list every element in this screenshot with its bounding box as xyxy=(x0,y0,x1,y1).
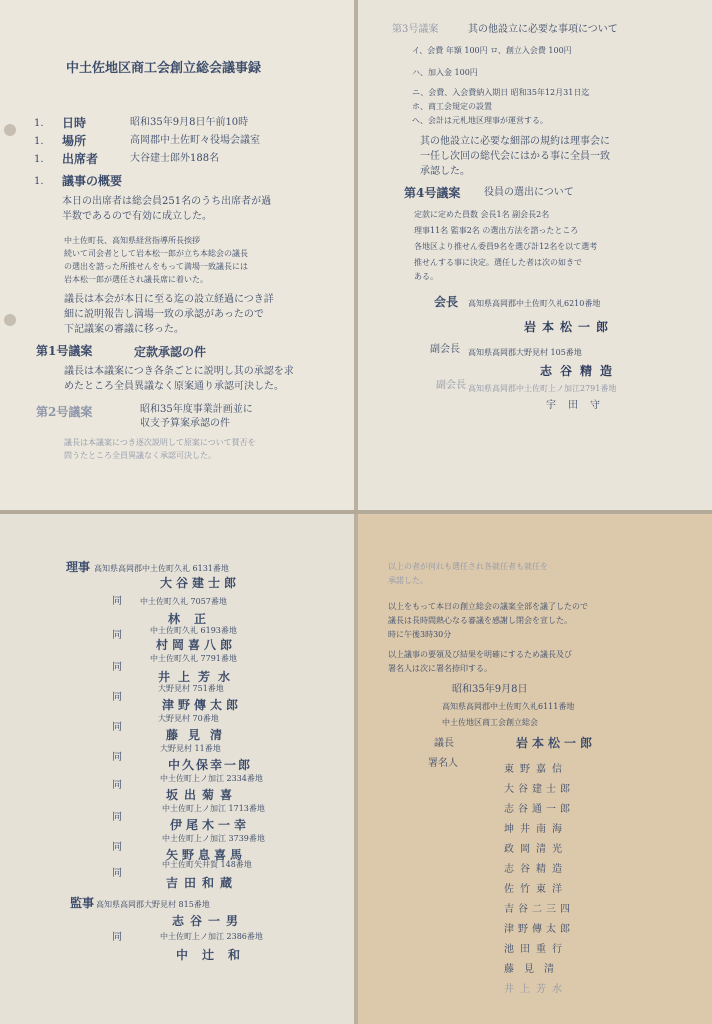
director-mark: 同 xyxy=(112,868,122,879)
item-number: 1. xyxy=(34,118,44,129)
vice-president-address: 高知県高岡郡大野見村 105番地 xyxy=(468,348,582,357)
paragraph-line: 議長は長時間熱心なる審議を感謝し閉会を宣した。 xyxy=(388,616,572,625)
director-mark: 同 xyxy=(112,662,122,673)
paragraph-line: 署名人は次に署名捺印する。 xyxy=(388,664,492,673)
agenda-3-item: へ、会計は元札地区理事が運営する。 xyxy=(412,116,548,125)
director-address: 大野見村 11番地 xyxy=(160,744,221,753)
signing-date: 昭和35年9月8日 xyxy=(452,684,528,695)
signer-name: 東野嘉信 xyxy=(504,764,568,775)
directors-role: 理事 xyxy=(66,560,91,574)
signer-name: 藤見清 xyxy=(504,964,564,975)
paragraph-line: 岩本松一郎が選任され議長席に着いた。 xyxy=(64,275,208,284)
signer-name: 政岡清光 xyxy=(504,844,568,855)
agenda-2-title: 昭和35年度事業計画並に xyxy=(140,404,253,415)
director-mark: 同 xyxy=(112,780,122,791)
director-name: 村岡喜八郎 xyxy=(156,638,237,652)
director-mark: 同 xyxy=(112,596,122,607)
director-mark: 同 xyxy=(112,842,122,853)
vice-president-address: 高知県高岡郡中土佐町上ノ加江2791番地 xyxy=(468,384,617,393)
signer-name: 志谷通一郎 xyxy=(504,804,574,815)
signer-name: 坤井南海 xyxy=(504,824,568,835)
chair-name: 岩本松一郎 xyxy=(516,736,597,750)
agenda-3-title: 其の他設立に必要な事項について xyxy=(468,24,618,35)
director-address: 大野見村 70番地 xyxy=(158,714,219,723)
director-name: 坂出菊喜 xyxy=(166,788,239,802)
agenda-3-item: ニ、会費、入会費納入期日 昭和35年12月31日迄 xyxy=(412,88,590,97)
agenda-3-heading: 第3号議案 xyxy=(392,24,439,35)
paragraph-line: 一任し次回の総代会にはかる事に全員一致 xyxy=(420,151,610,162)
paragraph-line: 議長は本会が本日に至る迄の設立経過につき詳 xyxy=(64,294,274,305)
paragraph-line: 本日の出席者は総会員251名のうち出席者が過 xyxy=(62,196,272,207)
director-name: 林正 xyxy=(168,612,221,626)
vice-president-role: 副会長 xyxy=(436,380,466,391)
paragraph-line: 細に説明報告し満場一致の承認があったので xyxy=(64,309,264,320)
agenda-1-title: 定款承認の件 xyxy=(134,345,207,359)
organization-name: 中土佐地区商工会創立総会 xyxy=(442,718,538,727)
auditor-mark: 同 xyxy=(112,932,122,943)
paragraph-line: 各地区より推せん委員9名を選び計12名を以て選考 xyxy=(414,242,598,251)
agenda-3-item: イ、会費 年額 100円 ロ、創立入会費 100円 xyxy=(412,46,572,55)
director-name: 藤見清 xyxy=(166,728,233,742)
director-address: 中土佐町上ノ加江 3739番地 xyxy=(162,834,265,843)
document-title: 中土佐地区商工会創立総会議事録 xyxy=(66,61,262,76)
director-mark: 同 xyxy=(112,722,122,733)
director-name: 伊尾木一幸 xyxy=(170,818,251,832)
vice-president-role: 副会長 xyxy=(430,344,460,355)
item-value: 昭和35年9月8日午前10時 xyxy=(130,117,249,128)
page-1 xyxy=(0,0,356,512)
auditors-role: 監事 xyxy=(70,896,95,910)
signer-name: 井上芳水 xyxy=(504,984,568,995)
auditor-address: 中土佐町上ノ加江 2386番地 xyxy=(160,932,263,941)
signer-name: 池田重行 xyxy=(504,944,568,955)
director-address: 大野見村 751番地 xyxy=(158,684,224,693)
punch-hole xyxy=(4,314,16,326)
paragraph-line: 議長は本議案につき逐次説明して原案について賛否を xyxy=(64,438,256,447)
president-role: 会長 xyxy=(434,295,459,309)
page-2 xyxy=(356,0,712,512)
paragraph-line: 定款に定めた員数 会長1名 副会長2名 xyxy=(414,210,550,219)
signer-name: 津野傳太郎 xyxy=(504,924,574,935)
paragraph-line: 承認した。 xyxy=(420,166,470,177)
director-name: 津野傳太郎 xyxy=(162,698,243,712)
paragraph-line: 続いて司会者として岩本松一郎が立ち本総会の議長 xyxy=(64,249,248,258)
agenda-3-item: ハ、加入金 100円 xyxy=(412,68,478,77)
item-number: 1. xyxy=(34,136,44,147)
paragraph-line: 議長は本議案につき各条ごとに説明し其の承認を求 xyxy=(64,366,294,377)
director-name: 井上芳水 xyxy=(158,670,239,684)
agenda-2-title: 収支予算案承認の件 xyxy=(140,418,230,429)
signer-name: 佐竹東洋 xyxy=(504,884,568,895)
paragraph-line: めたところ全員異議なく原案通り承認可決した。 xyxy=(64,381,284,392)
signer-name: 志谷精造 xyxy=(504,864,568,875)
signers-role: 署名人 xyxy=(428,758,458,769)
horizontal-fold xyxy=(0,510,712,514)
item-value: 高岡郡中土佐町々役場会議室 xyxy=(130,135,260,146)
director-address: 中土佐町久礼 7791番地 xyxy=(150,654,237,663)
director-address: 中土佐町上ノ加江 1713番地 xyxy=(162,804,265,813)
vice-president-name: 志谷精造 xyxy=(540,364,621,378)
page-3 xyxy=(0,512,356,1024)
paragraph-line: 承諾した。 xyxy=(388,576,428,585)
agenda-3-item: ホ、商工会規定の設置 xyxy=(412,102,492,111)
auditor-address: 高知県高岡郡大野見村 815番地 xyxy=(96,900,210,909)
director-mark: 同 xyxy=(112,752,122,763)
paragraph-line: 以上の者が何れも選任され各就任者も就任を xyxy=(388,562,548,571)
item-label: 日時 xyxy=(62,116,87,130)
paragraph-line: 推せんする事に決定。選任した者は次の如きで xyxy=(414,258,582,267)
paragraph-line: ある。 xyxy=(414,272,438,281)
item-value: 大谷建士郎外188名 xyxy=(130,153,220,164)
paragraph-line: 問うたところ全員異議なく承認可決した。 xyxy=(64,451,216,460)
director-mark: 同 xyxy=(112,692,122,703)
director-name: 矢野息喜馬 xyxy=(166,848,247,862)
director-address: 中土佐町久礼 7057番地 xyxy=(140,597,227,606)
paragraph-line: 中土佐町長、高知県経営指導所長挨拶 xyxy=(64,236,200,245)
auditor-name: 志谷一男 xyxy=(172,914,245,928)
chair-role: 議長 xyxy=(434,738,454,749)
item-label: 出席者 xyxy=(62,152,99,166)
agenda-1-heading: 第1号議案 xyxy=(36,344,93,358)
director-mark: 同 xyxy=(112,630,122,641)
agenda-4-heading: 第4号議案 xyxy=(404,186,461,200)
signing-address: 高知県高岡郡中土佐町久礼6111番地 xyxy=(442,702,575,711)
item-label: 場所 xyxy=(62,134,87,148)
president-name: 岩本松一郎 xyxy=(524,320,615,334)
director-name: 吉田和蔵 xyxy=(166,876,239,890)
paragraph-line: 其の他設立に必要な細部の規約は理事会に xyxy=(420,136,610,147)
signer-name: 吉谷二三四 xyxy=(504,904,574,915)
auditor-name: 中辻和 xyxy=(176,948,255,962)
director-address: 高知県高岡郡中土佐町久礼 6131番地 xyxy=(94,564,229,573)
paragraph-line: 半数であるので有効に成立した。 xyxy=(62,211,212,222)
director-address: 中土佐町上ノ加江 2334番地 xyxy=(160,774,263,783)
paragraph-line: 下記議案の審議に移った。 xyxy=(64,324,184,335)
director-mark: 同 xyxy=(112,812,122,823)
paragraph-line: 理事11名 監事2名 の選出方法を諮ったところ xyxy=(414,226,579,235)
paragraph-line: 時に午後3時30分 xyxy=(388,630,452,639)
director-name: 中久保幸一郎 xyxy=(168,758,253,772)
president-address: 高知県高岡郡中土佐町久礼6210番地 xyxy=(468,299,601,308)
item-number: 1. xyxy=(34,154,44,165)
page-4 xyxy=(356,512,712,1024)
director-address: 中土佐町久礼 6193番地 xyxy=(150,626,237,635)
paragraph-line: 以上をもって本日の創立総会の議案全部を議了したので xyxy=(388,602,588,611)
agenda-2-heading: 第2号議案 xyxy=(36,405,93,419)
punch-hole xyxy=(4,124,16,136)
signer-name: 大谷建士郎 xyxy=(504,784,574,795)
director-address: 中土佐町矢井賀 148番地 xyxy=(162,860,252,869)
paragraph-line: の選出を諮った所推せんをもって満場一致議長には xyxy=(64,262,248,271)
director-name: 大谷建士郎 xyxy=(160,576,241,590)
vice-president-name: 宇田守 xyxy=(546,400,612,411)
item-label: 議事の概要 xyxy=(62,174,123,188)
item-number: 1. xyxy=(34,176,44,187)
paragraph-line: 以上議事の要領及び結果を明確にするため議長及び xyxy=(388,650,572,659)
agenda-4-title: 役員の選出について xyxy=(484,187,574,198)
